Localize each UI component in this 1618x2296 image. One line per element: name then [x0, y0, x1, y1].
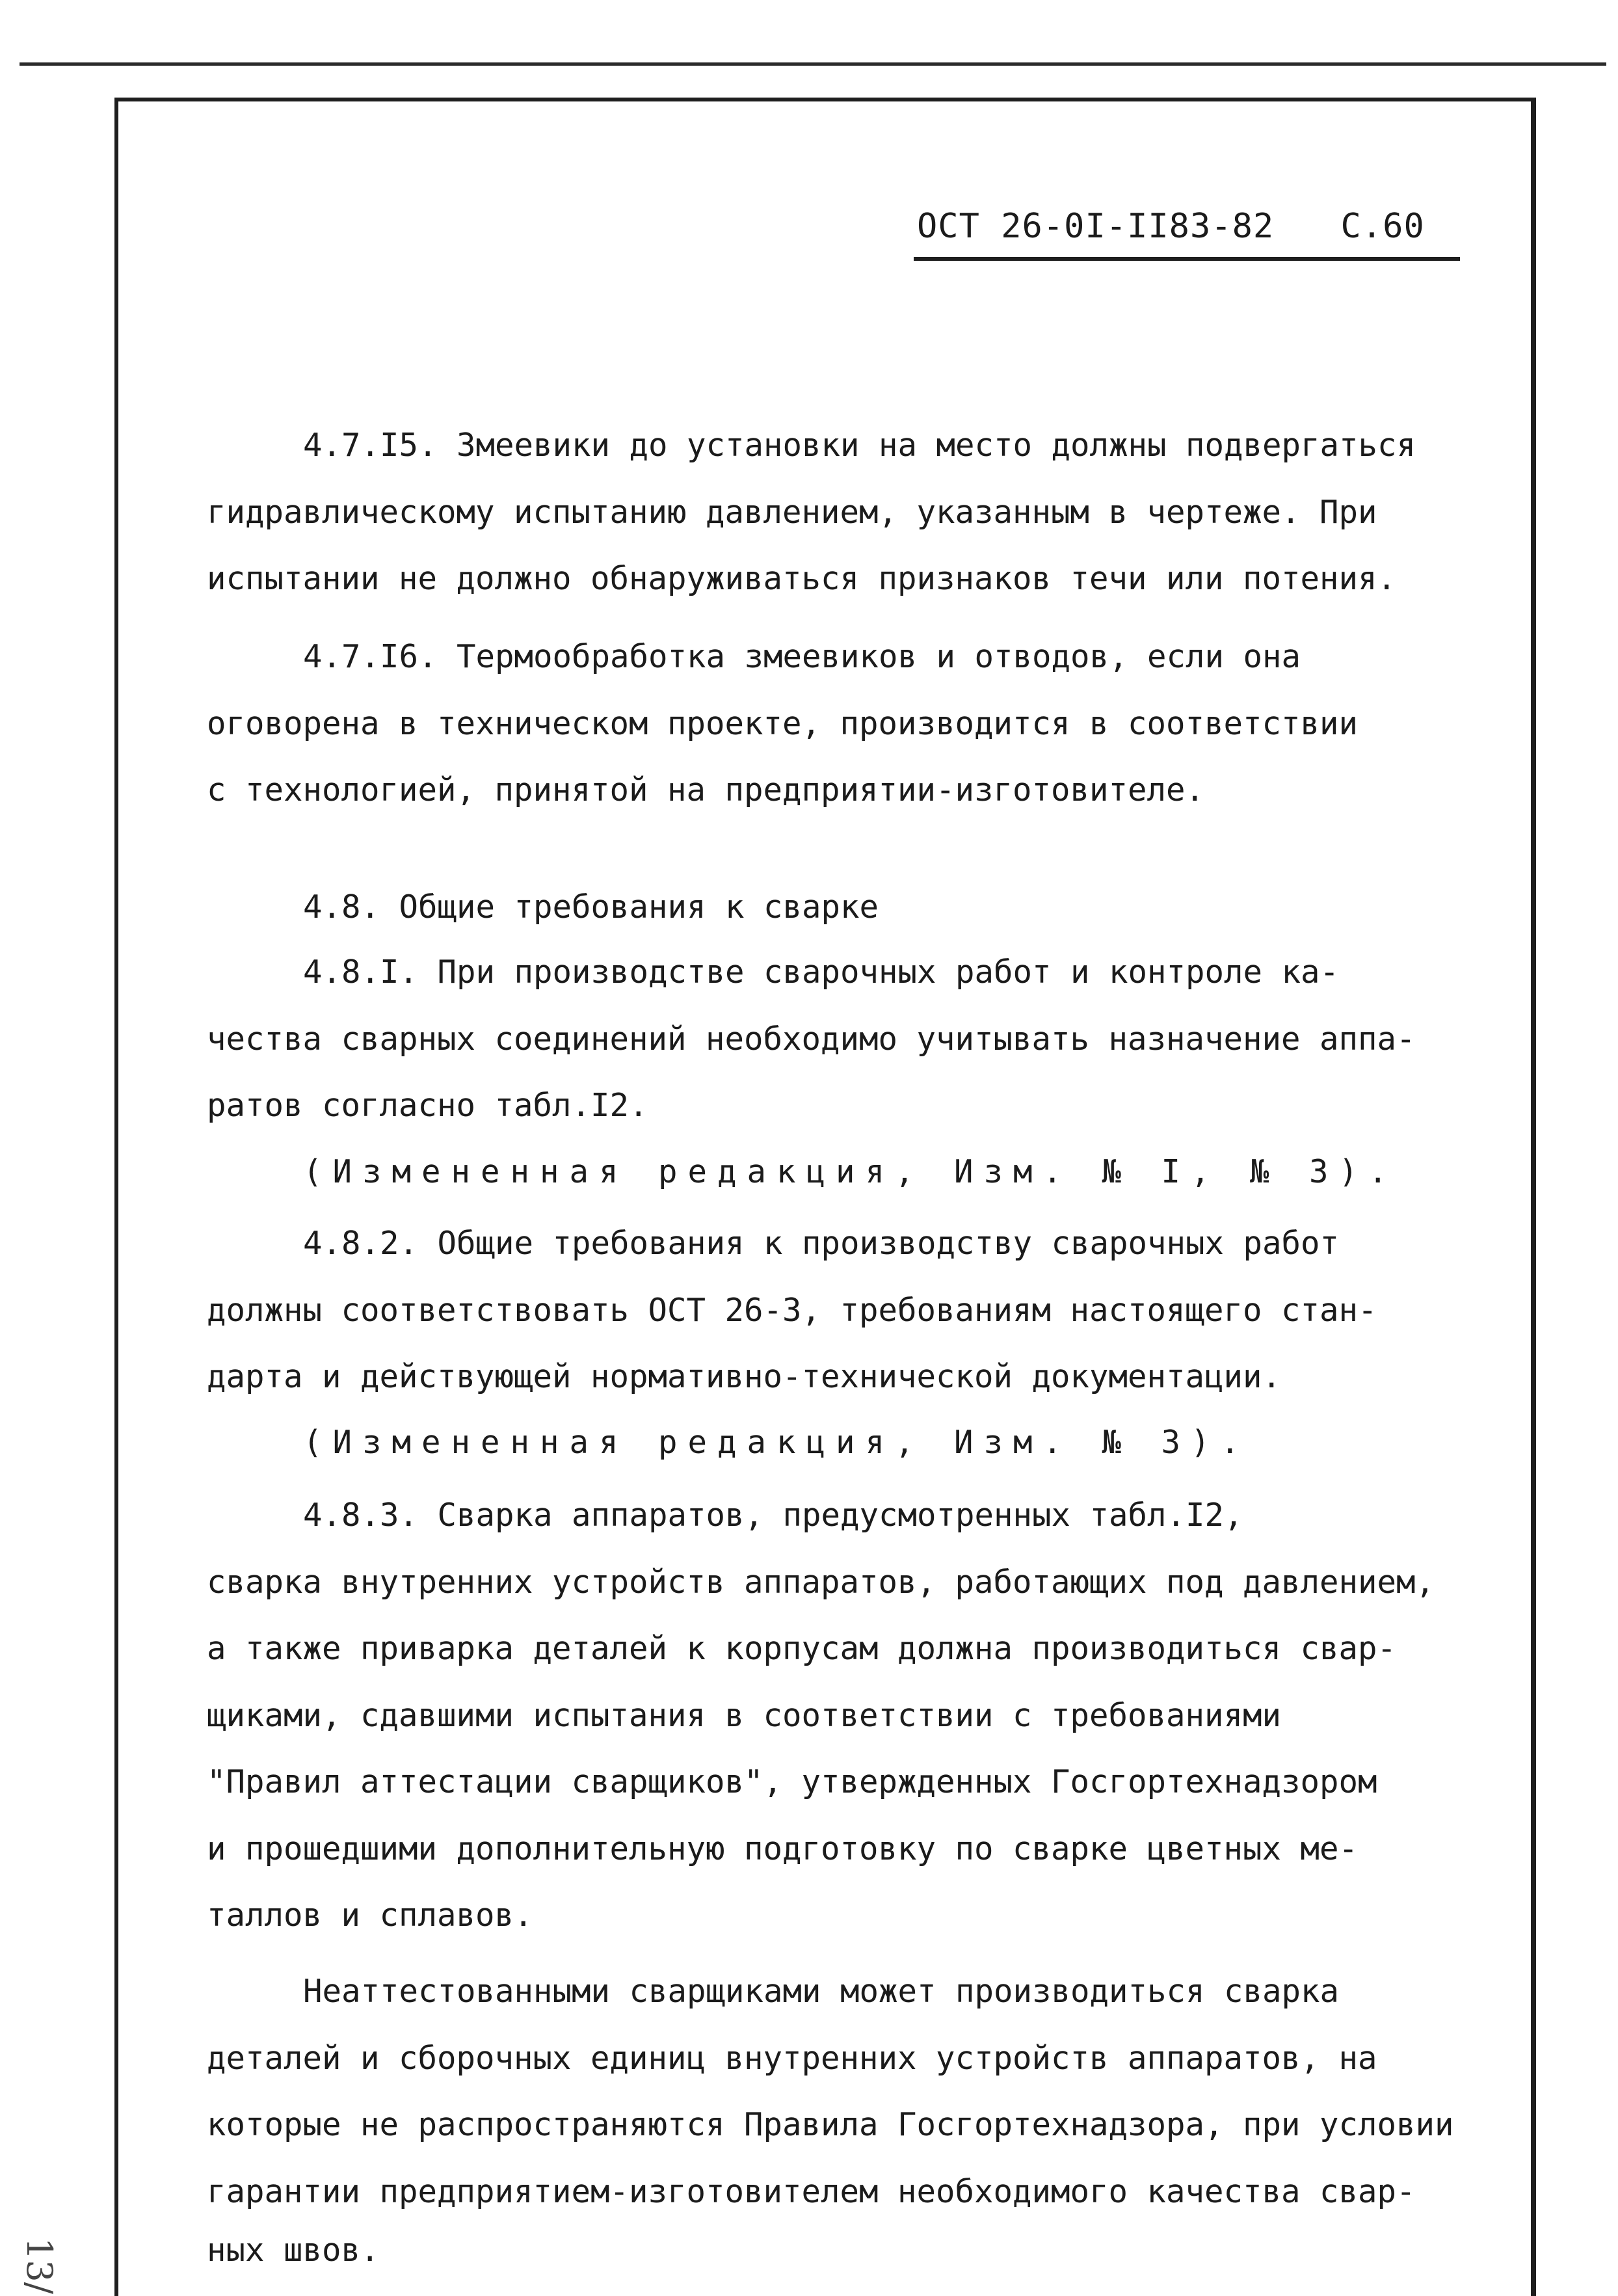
- text-line: испытании не должно обнаруживаться признаков течи или потения.: [207, 560, 1397, 597]
- text-line: которые не распространяются Правила Госгортехнадзора, при условии: [207, 2106, 1454, 2143]
- text-line: Неаттестованными сварщиками может производиться сварка: [303, 1973, 1340, 2010]
- text-line: чества сварных соединений необходимо учитывать назначение аппа-: [207, 1021, 1416, 1058]
- text-line: деталей и сборочных единиц внутренних устройств аппаратов, на: [207, 2040, 1377, 2077]
- document-header: [917, 207, 1457, 246]
- text-line: с технологией, принятой на предприятии-изготовителе.: [207, 771, 1205, 808]
- standard-code: ОСТ 26-0I-II83-82: [917, 207, 1275, 246]
- text-line: 4.8.3. Сварка аппаратов, предусмотренных табл.I2,: [303, 1497, 1243, 1534]
- text-line: ных швов.: [207, 2232, 380, 2269]
- text-line: 4.8.I. При производстве сварочных работ и контроле ка-: [303, 954, 1340, 991]
- text-line: таллов и сплавов.: [207, 1897, 533, 1934]
- text-line: 4.7.I5. Змеевики до установки на место должны подвергаться: [303, 427, 1416, 464]
- revision-note: (Измененная редакция, Изм. № 3).: [303, 1424, 1251, 1461]
- top-border-line: [20, 62, 1606, 66]
- margin-note: 13/: [19, 2237, 60, 2294]
- text-line: гидравлическому испытанию давлением, указанным в чертеже. При: [207, 494, 1377, 531]
- text-line: щиками, сдавшими испытания в соответствии с требованиями: [207, 1697, 1282, 1734]
- text-line: оговорена в техническом проекте, производится в соответствии: [207, 705, 1359, 742]
- text-line: дарта и действующей нормативно-технической документации.: [207, 1358, 1282, 1395]
- section-heading: 4.8. Общие требования к сварке: [303, 888, 879, 926]
- text-line: 4.7.I6. Термообработка змеевиков и отводов, если она: [303, 638, 1301, 675]
- text-line: ратов согласно табл.I2.: [207, 1087, 648, 1124]
- text-line: должны соответствовать ОСТ 26-3, требованиям настоящего стан-: [207, 1292, 1377, 1329]
- text-line: "Правил аттестации сварщиков", утвержденных Госгортехнадзором: [207, 1763, 1377, 1800]
- revision-note: (Измененная редакция, Изм. № I, № 3).: [303, 1153, 1398, 1190]
- text-line: а также приварка деталей к корпусам должна производиться свар-: [207, 1630, 1397, 1667]
- page-number: С.60: [1340, 207, 1425, 246]
- text-line: гарантии предприятием-изготовителем необходимого качества свар-: [207, 2173, 1416, 2210]
- text-line: и прошедшими дополнительную подготовку по сварке цветных ме-: [207, 1830, 1359, 1867]
- header-underline: [914, 257, 1460, 261]
- text-line: 4.8.2. Общие требования к производству сварочных работ: [303, 1225, 1340, 1262]
- text-line: сварка внутренних устройств аппаратов, работающих под давлением,: [207, 1564, 1435, 1601]
